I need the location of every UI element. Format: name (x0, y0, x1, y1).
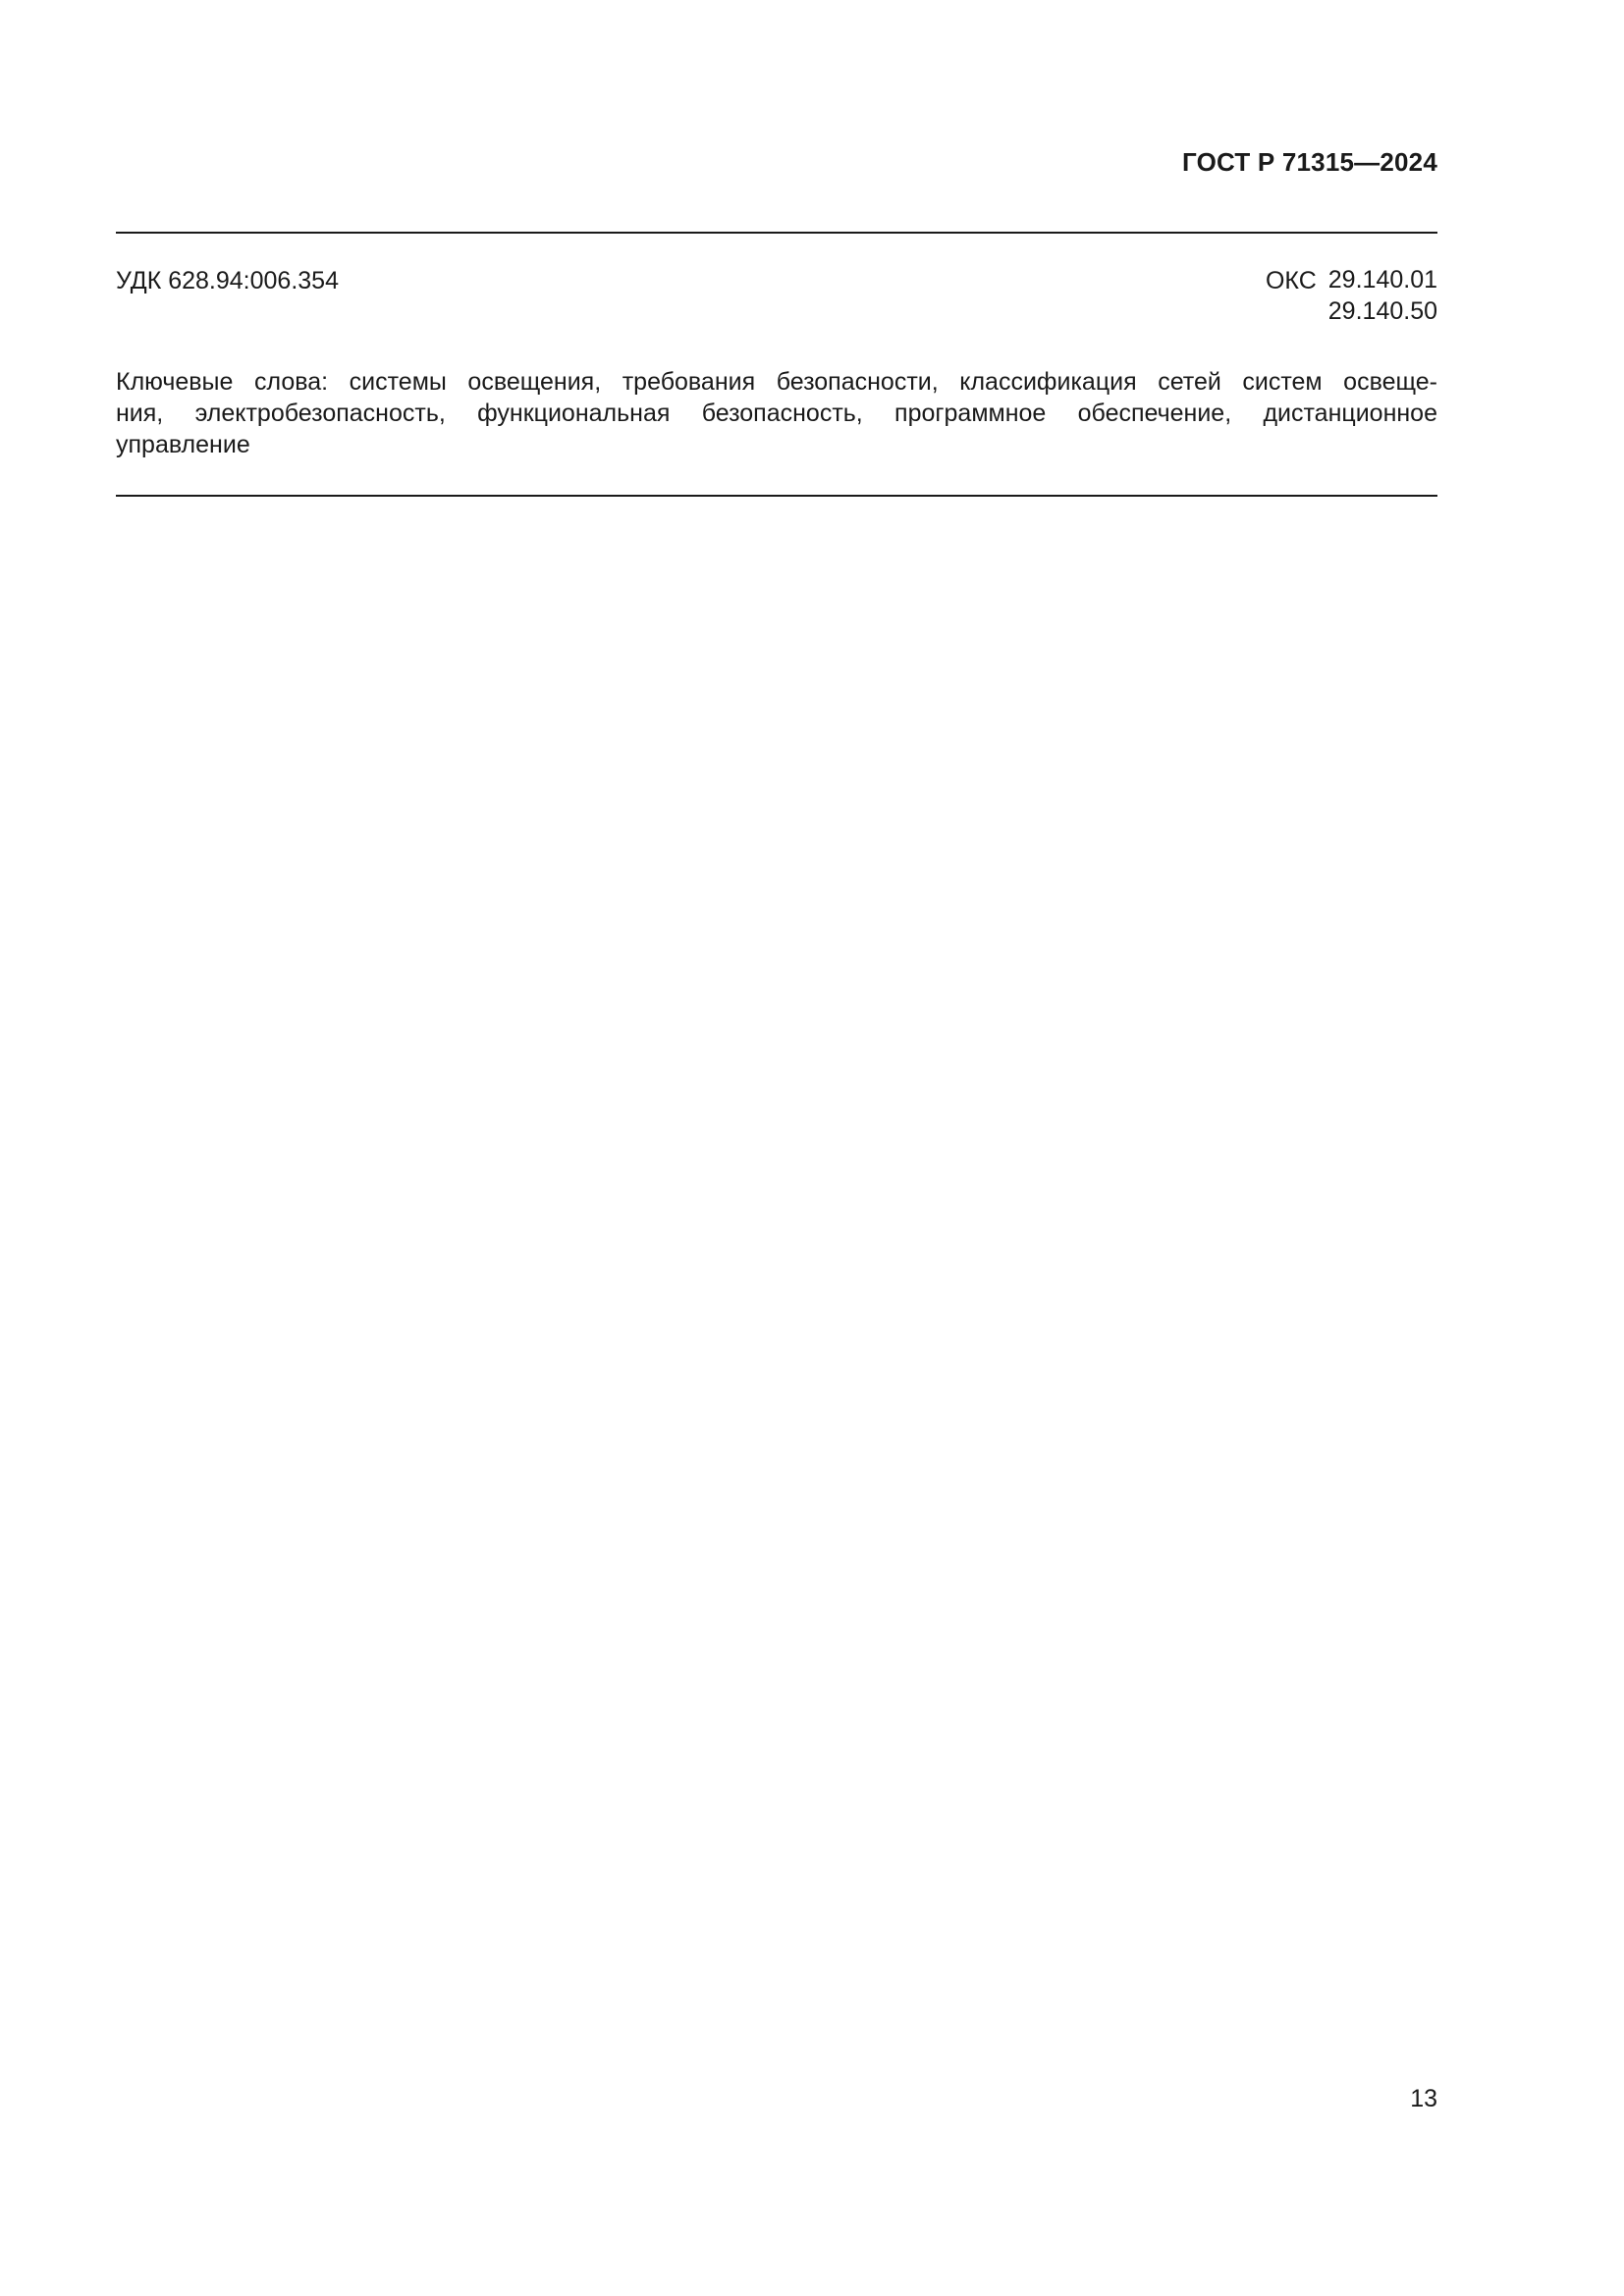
oks-label: ОКС (1265, 267, 1317, 294)
keywords-paragraph (116, 366, 1437, 460)
oks-codes (1328, 264, 1437, 327)
standard-code: ГОСТ Р 71315—2024 (1182, 147, 1437, 177)
top-divider (116, 232, 1437, 234)
oks-block (1266, 267, 1437, 327)
bottom-divider (116, 495, 1437, 497)
page-number: 13 (1410, 2085, 1437, 2112)
keywords-line: Ключевые слова: системы освещения, требования безопасности, классификация сетей систем освеще- (116, 368, 1437, 396)
udk-code: УДК 628.94:006.354 (116, 267, 339, 294)
keywords-line: ния, электробезопасность, функциональная безопасность, программное обеспечение, дистанционное (116, 400, 1437, 427)
oks-code: 29.140.50 (1327, 297, 1437, 325)
oks-code: 29.140.01 (1327, 266, 1437, 294)
keywords-line: управление (116, 431, 250, 458)
